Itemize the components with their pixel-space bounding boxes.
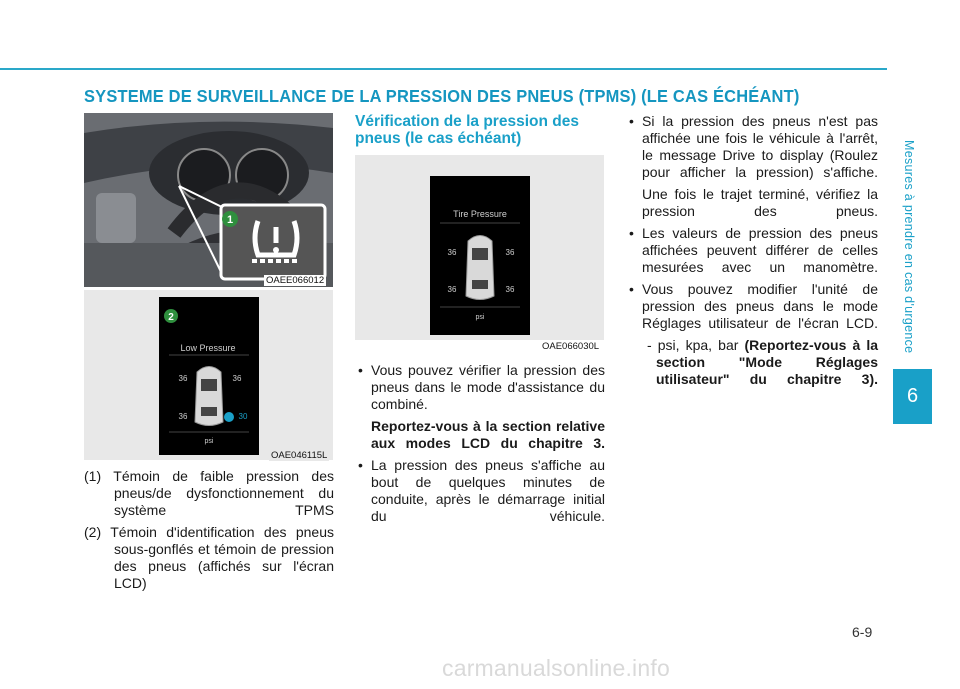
watermark: carmanualsonline.info: [442, 655, 670, 681]
middle-column: [355, 362, 605, 530]
right-bullet-2: • Les valeurs de pression des pneus affichées peuvent différer de celles mesurées avec un manomètre.: [626, 225, 878, 276]
callout-2: 2: [168, 312, 174, 323]
right-bullet-1-cont: Une fois le trajet terminé, vérifiez la pression des pneus.: [642, 186, 878, 219]
page-title: SYSTEME DE SURVEILLANCE DE LA PRESSION DES PNEUS (TPMS) (LE CAS ÉCHÉANT): [84, 86, 800, 106]
figure-code-1: OAEE066012: [266, 275, 325, 286]
section-heading: Vérification de la pression des pneus (le cas échéant): [355, 113, 579, 147]
tire-value-fl-2: 36: [447, 248, 457, 257]
right-bullet-3: • Vous pouvez modifier l'unité de pression des pneus dans le mode Réglages utilisateur de l'écran LCD.: [626, 281, 878, 332]
screen-title-tire: Tire Pressure: [453, 209, 507, 219]
side-tab-label: Mesures à prendre en cas d'urgence: [902, 140, 916, 354]
figure-code-2: OAE046115L: [271, 450, 328, 461]
car-tire-diagram-2: [430, 176, 530, 335]
item-1: (1) Témoin de faible pression des pneus/de dysfonctionnement du système TPMS: [84, 468, 334, 518]
mid-bullet-1: • Vous pouvez vérifier la pression des pneus dans le mode d'assistance du combiné.: [355, 362, 605, 413]
pressure-unit: psi: [204, 438, 214, 445]
tire-pressure-figure: [355, 155, 604, 352]
right-column: [626, 113, 878, 393]
callout-1: 1: [226, 214, 234, 226]
chapter-number: 6: [906, 385, 919, 407]
page-number: 6-9: [852, 624, 873, 640]
tire-value-fl: 36: [178, 374, 188, 383]
side-tab: [899, 140, 919, 360]
screen-title-low: Low Pressure: [180, 343, 236, 353]
top-rule: [0, 68, 887, 70]
tire-value-rl-2: 36: [447, 285, 457, 294]
pressure-unit-2: psi: [475, 314, 485, 321]
right-bullet-1: • Si la pression des pneus n'est pas affichée une fois le véhicule à l'arrêt, le message Drive to display (Roulez pour afficher la pression) s'affiche.: [626, 113, 878, 181]
tire-value-rr-2: 36: [505, 285, 515, 294]
dashboard-figure: [84, 113, 333, 287]
tire-value-fr: 36: [232, 374, 242, 383]
chapter-tab: [893, 369, 932, 424]
tire-value-rl: 36: [178, 412, 188, 421]
item-2: (2) Témoin d'identification des pneus sous-gonflés et témoin de pression des pneus (affichés sur l'écran LCD): [84, 524, 334, 591]
unit-options: - psi, kpa, bar (Reportez-vous à la section "Mode Réglages utilisateur" du chapitre 3).: [647, 337, 879, 387]
tire-value-rr: 30: [238, 412, 248, 421]
lcd-screen-tire-pressure: [430, 176, 530, 335]
figure-code-3: OAE066030L: [542, 341, 600, 352]
low-pressure-figure: [84, 290, 333, 460]
left-column: [84, 468, 334, 597]
car-tire-diagram: [159, 297, 259, 455]
tire-value-fr-2: 36: [505, 248, 515, 257]
mid-bullet-2: • La pression des pneus s'affiche au bout de quelques minutes de conduite, après le démarrage initial du véhicule.: [355, 457, 605, 525]
lcd-screen-low-pressure: [159, 297, 259, 455]
dashboard-illustration: [84, 113, 333, 287]
mid-bullet-1-ref: Reportez-vous à la section relative aux modes LCD du chapitre 3.: [371, 418, 605, 451]
